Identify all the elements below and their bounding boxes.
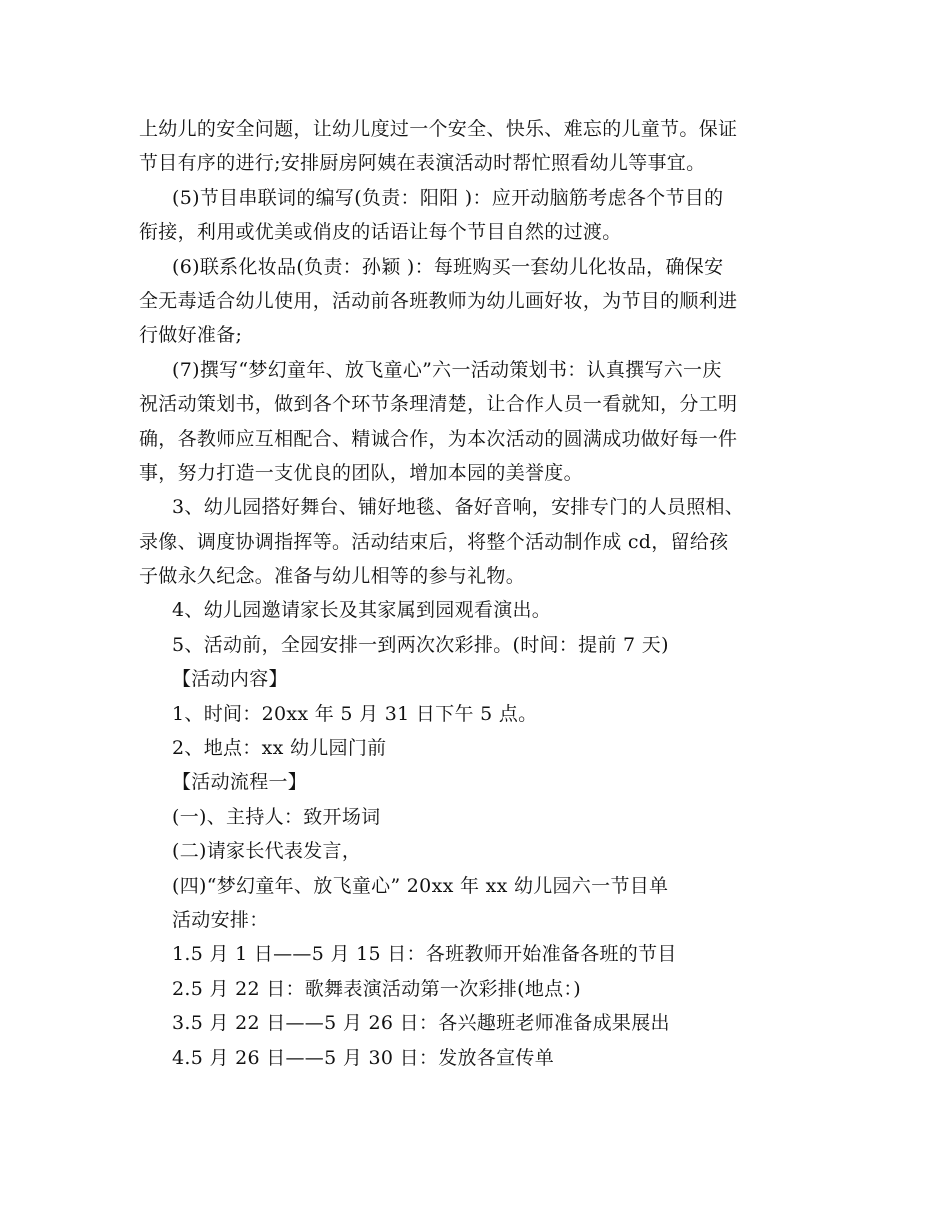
paragraph-line: (7)撰写“梦幻童年、放飞童心”六一活动策划书：认真撰写六一庆 bbox=[172, 358, 722, 381]
paragraph-line: 录像、调度协调指挥等。活动结束后，将整个活动制作成 cd，留给孩 bbox=[139, 530, 729, 553]
paragraph-line: 上幼儿的安全问题，让幼儿度过一个安全、快乐、难忘的儿童节。保证 bbox=[139, 118, 738, 140]
schedule-item: 4.5 月 26 日——5 月 30 日：发放各宣传单 bbox=[172, 1046, 554, 1069]
schedule-item: 3.5 月 22 日——5 月 26 日：各兴趣班老师准备成果展出 bbox=[172, 1012, 670, 1035]
paragraph-line: (一)、主持人：致开场词 bbox=[172, 805, 381, 828]
paragraph-line: 子做永久纪念。准备与幼儿相等的参与礼物。 bbox=[139, 565, 526, 588]
paragraph-line: 5、活动前，全园安排一到两次次彩排。(时间：提前 7 天) bbox=[172, 633, 669, 656]
paragraph-line: 1、时间：20xx 年 5 月 31 日下午 5 点。 bbox=[172, 702, 538, 725]
paragraph-line: (6)联系化妆品(负责：孙颖 )：每班购买一套幼儿化妆品，确保安 bbox=[172, 255, 724, 278]
paragraph-line: 2、地点：xx 幼儿园门前 bbox=[172, 737, 387, 760]
paragraph-line: (5)节目串联词的编写(负责：阳阳 )：应开动脑筋考虑各个节目的 bbox=[172, 186, 724, 209]
paragraph-line: 节目有序的进行;安排厨房阿姨在表演活动时帮忙照看幼儿等事宜。 bbox=[139, 152, 706, 175]
section-heading: 【活动内容】 bbox=[172, 668, 288, 691]
paragraph-line: 4、幼儿园邀请家长及其家属到园观看演出。 bbox=[172, 599, 552, 622]
paragraph-line: 活动安排： bbox=[172, 908, 269, 931]
schedule-item: 2.5 月 22 日：歌舞表演活动第一次彩排(地点：) bbox=[172, 977, 581, 1000]
paragraph-line: 祝活动策划书，做到各个环节条理清楚，让合作人员一看就知，分工明 bbox=[139, 393, 738, 416]
paragraph-line: 衔接，利用或优美或俏皮的话语让每个节目自然的过渡。 bbox=[139, 221, 622, 244]
section-heading: 【活动流程一】 bbox=[172, 771, 308, 794]
paragraph-line: 行做好准备; bbox=[139, 324, 243, 347]
paragraph-line: (四)“梦幻童年、放飞童心” 20xx 年 xx 幼儿园六一节目单 bbox=[172, 874, 669, 897]
paragraph-line: 3、幼儿园搭好舞台、铺好地毯、备好音响，安排专门的人员照相、 bbox=[172, 496, 745, 519]
paragraph-line: 事，努力打造一支优良的团队，增加本园的美誉度。 bbox=[139, 461, 583, 484]
paragraph-line: (二)请家长代表发言， bbox=[172, 840, 362, 863]
schedule-item: 1.5 月 1 日——5 月 15 日：各班教师开始准备各班的节目 bbox=[172, 943, 677, 966]
paragraph-line: 全无毒适合幼儿使用，活动前各班教师为幼儿画好妆，为节目的顺利进 bbox=[139, 289, 738, 312]
paragraph-line: 确，各教师应互相配合、精诚合作，为本次活动的圆满成功做好每一件 bbox=[139, 427, 738, 450]
document-body bbox=[139, 112, 819, 1075]
